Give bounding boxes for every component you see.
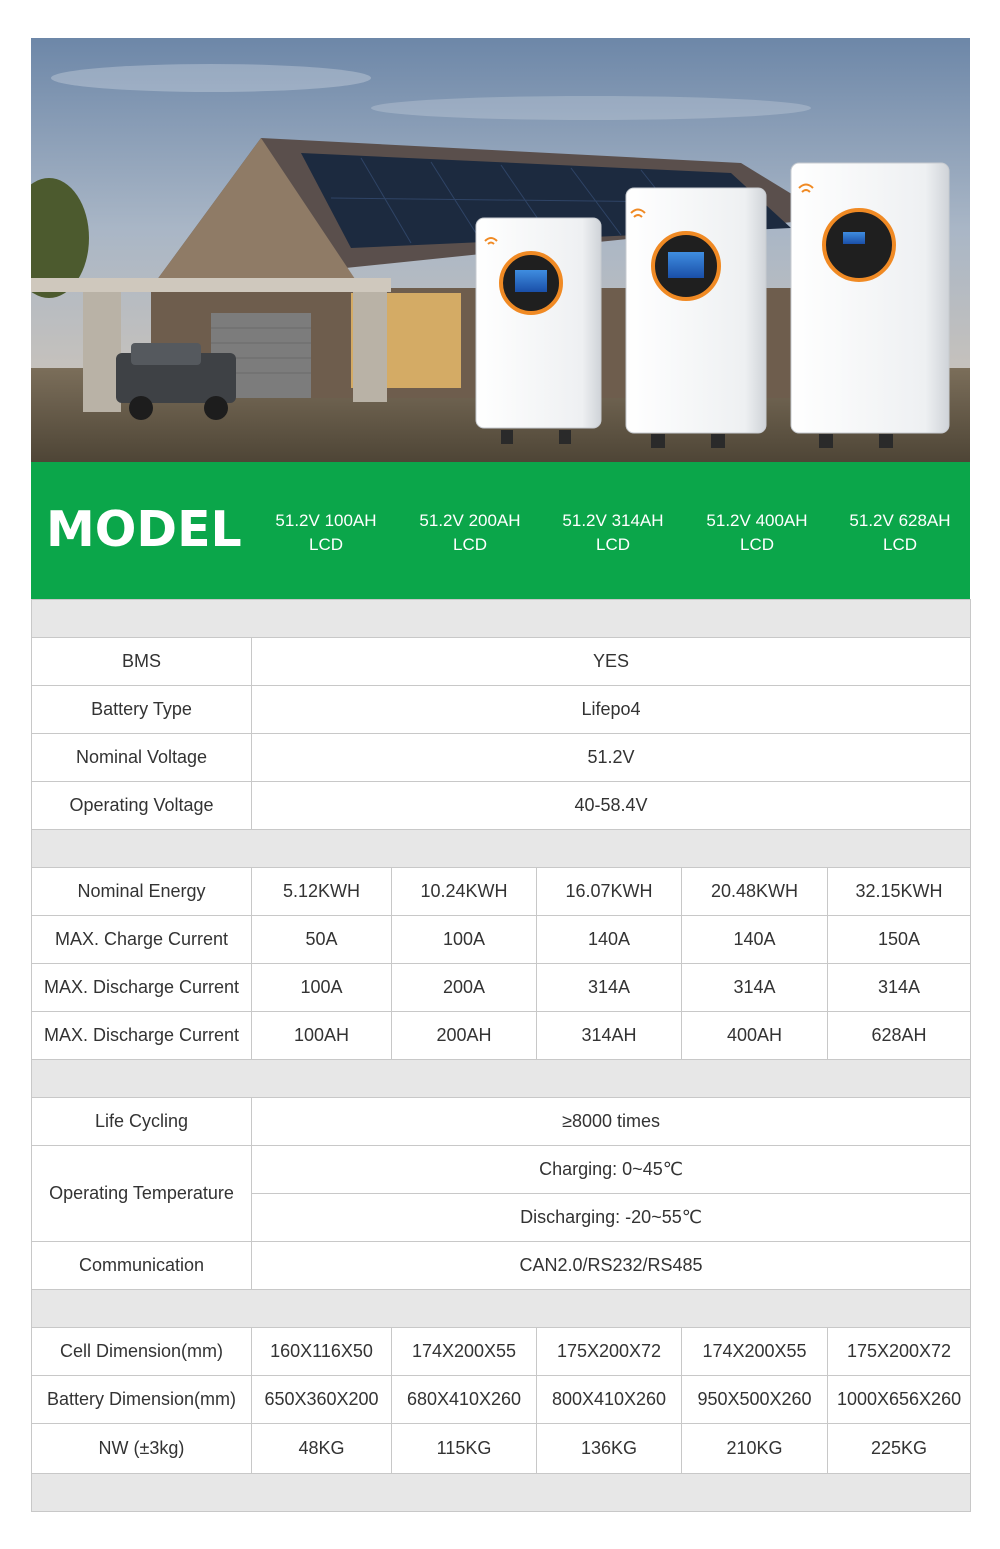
cell-value: 225KG [828,1424,971,1474]
row-label: MAX. Discharge Current [32,1012,252,1060]
table-row [32,1424,971,1474]
section-separator [32,830,971,868]
section-separator [32,1290,971,1328]
cell-value: 140A [682,916,828,964]
cell-value: 200A [392,964,537,1012]
cell-value: 800X410X260 [537,1376,682,1424]
row-value: 51.2V [252,734,971,782]
row-value: Charging: 0~45℃ [252,1146,971,1194]
row-value: Discharging: -20~55℃ [252,1194,971,1242]
model-name: 51.2V 100AH [275,511,377,530]
row-value: Lifepo4 [252,686,971,734]
table-row [32,1146,971,1194]
cell-value: 314A [682,964,828,1012]
model-display: LCD [595,535,630,554]
cell-value: 174X200X55 [392,1328,537,1376]
table-row [32,686,971,734]
cell-value: 140A [537,916,682,964]
row-label: BMS [32,638,252,686]
table-row [32,868,971,916]
spec-table [31,599,971,1512]
row-label: MAX. Charge Current [32,916,252,964]
cell-value: 175X200X72 [537,1328,682,1376]
model-column-4 [687,509,827,557]
model-display: LCD [882,535,917,554]
battery-unit-large [791,163,949,448]
row-label: MAX. Discharge Current [32,964,252,1012]
table-row [32,1328,971,1376]
cell-value: 400AH [682,1012,828,1060]
cell-value: 100A [252,964,392,1012]
model-header [31,462,970,599]
row-label: Nominal Energy [32,868,252,916]
model-name: 51.2V 628AH [849,511,951,530]
section-separator [32,1060,971,1098]
cell-value: 10.24KWH [392,868,537,916]
spec-sheet [31,38,970,1512]
cell-value: 650X360X200 [252,1376,392,1424]
row-label: Operating Voltage [32,782,252,830]
row-label: Communication [32,1242,252,1290]
table-row [32,1098,971,1146]
table-row [32,638,971,686]
row-label: Cell Dimension(mm) [32,1328,252,1376]
model-display: LCD [452,535,487,554]
cell-value: 32.15KWH [828,868,971,916]
model-column-3 [543,509,683,557]
row-label: NW (±3kg) [32,1424,252,1474]
model-title: MODEL [46,501,242,558]
model-column-2 [400,509,540,557]
cell-value: 314A [537,964,682,1012]
row-label: Battery Dimension(mm) [32,1376,252,1424]
cell-value: 136KG [537,1424,682,1474]
cell-value: 150A [828,916,971,964]
cell-value: 314A [828,964,971,1012]
table-row [32,734,971,782]
model-column-1 [256,509,396,557]
section-separator [32,1474,971,1512]
cell-value: 115KG [392,1424,537,1474]
battery-unit-medium [626,188,766,448]
table-row [32,1376,971,1424]
cell-value: 20.48KWH [682,868,828,916]
table-row [32,782,971,830]
row-label: Life Cycling [32,1098,252,1146]
battery-unit-small [476,218,601,444]
model-name: 51.2V 400AH [706,511,808,530]
cell-value: 50A [252,916,392,964]
model-display: LCD [739,535,774,554]
cell-value: 100AH [252,1012,392,1060]
cell-value: 628AH [828,1012,971,1060]
section-separator [32,600,971,638]
cell-value: 174X200X55 [682,1328,828,1376]
cell-value: 175X200X72 [828,1328,971,1376]
cell-value: 200AH [392,1012,537,1060]
model-column-5 [830,509,970,557]
model-display: LCD [308,535,343,554]
row-label: Nominal Voltage [32,734,252,782]
cell-value: 210KG [682,1424,828,1474]
cell-value: 48KG [252,1424,392,1474]
hero-image [31,38,970,462]
row-value: YES [252,638,971,686]
table-row [32,1242,971,1290]
cell-value: 16.07KWH [537,868,682,916]
cell-value: 100A [392,916,537,964]
cell-value: 950X500X260 [682,1376,828,1424]
cell-value: 160X116X50 [252,1328,392,1376]
table-row [32,964,971,1012]
cell-value: 680X410X260 [392,1376,537,1424]
model-name: 51.2V 314AH [562,511,664,530]
row-value: ≥8000 times [252,1098,971,1146]
model-name: 51.2V 200AH [419,511,521,530]
table-row [32,916,971,964]
table-row [32,1012,971,1060]
cell-value: 1000X656X260 [828,1376,971,1424]
row-label: Battery Type [32,686,252,734]
house-with-batteries-illustration [31,38,970,462]
cell-value: 314AH [537,1012,682,1060]
row-value: CAN2.0/RS232/RS485 [252,1242,971,1290]
row-label: Operating Temperature [32,1146,252,1242]
cell-value: 5.12KWH [252,868,392,916]
row-value: 40-58.4V [252,782,971,830]
